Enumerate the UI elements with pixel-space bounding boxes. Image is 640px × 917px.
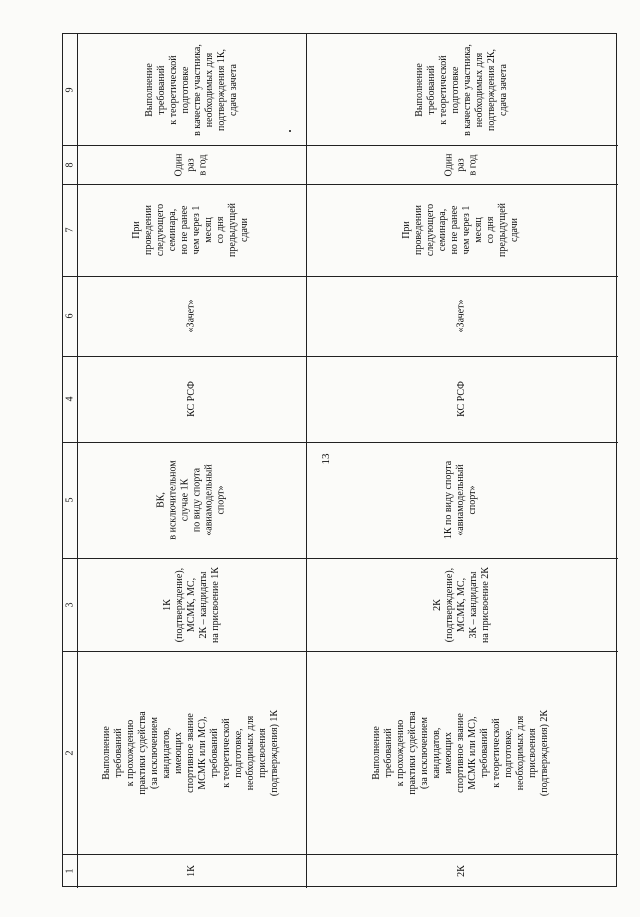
row1-col2: Выполнение требований к прохождению практики судейства (за исключением кандидатов, имеющих спортивное звание МСМК или МС), требований к теоретической подготовке, необходимых для присвоения (подтверждения) 1К <box>101 709 281 796</box>
header-col-4: 4 <box>64 396 75 402</box>
row1-col7: При проведении следующего семинара, но не ранее чем через 1 месяц со дня предыдущей сдачи <box>131 202 251 258</box>
requirements-table <box>62 33 617 887</box>
row2-col3: 2К (подтверждение), МСМК, МС, 3К – кандидаты на присвоение 2К <box>431 566 491 643</box>
header-col-1: 1 <box>64 868 75 873</box>
row2-col7: При проведении следующего семинара, но не ранее чем через 1 месяц со дня предыдущей сдачи <box>401 202 521 258</box>
row1-col10: Выполнение требований к теоретической подготовке в качестве участника, необходимых для подтверждения 1К, сдача зачета <box>143 43 239 136</box>
header-col-7: 7 <box>64 227 75 233</box>
header-col-8: 8 <box>64 162 75 167</box>
row1-col6: «Зачет» <box>185 299 197 333</box>
row2-col4: КС РСФ <box>455 381 467 417</box>
header-col-9: 9 <box>64 87 75 92</box>
page-number: 13 <box>320 453 332 465</box>
row2-col10: Выполнение требований к теоретической подготовке в качестве участника, необходимых для подтверждения 2К, сдача зачета <box>413 43 509 136</box>
row1-col5: ВК, в исключительном случае 1К по виду спорта «авиамодельный спорт» <box>155 460 227 540</box>
row1-col3: 1К (подтверждение), МСМК, МС, 2К – кандидаты на присвоение 1К <box>161 566 221 643</box>
header-col-6: 6 <box>64 313 75 319</box>
header-col-2: 2 <box>64 750 75 755</box>
stray-mark <box>289 130 291 132</box>
row2-col2: Выполнение требований к прохождению практики судейства (за исключением кандидатов, имеющих спортивное звание МСМК или МС), требований к теоретической подготовке, необходимых для присвоения (подтверждения) 2К <box>371 709 551 796</box>
row2-col9: Один раз в год <box>443 153 479 176</box>
row2-col6: «Зачет» <box>455 299 467 333</box>
row2-col1: 2К <box>455 864 467 877</box>
row1-col9: Один раз в год <box>173 153 209 176</box>
row2-col5: 1К по виду спорта «авиамодельный спорт» <box>443 460 479 540</box>
header-col-3: 3 <box>64 602 75 607</box>
row1-col4: КС РСФ <box>185 381 197 417</box>
header-col-5: 5 <box>64 497 75 503</box>
row1-col1: 1К <box>185 864 197 877</box>
